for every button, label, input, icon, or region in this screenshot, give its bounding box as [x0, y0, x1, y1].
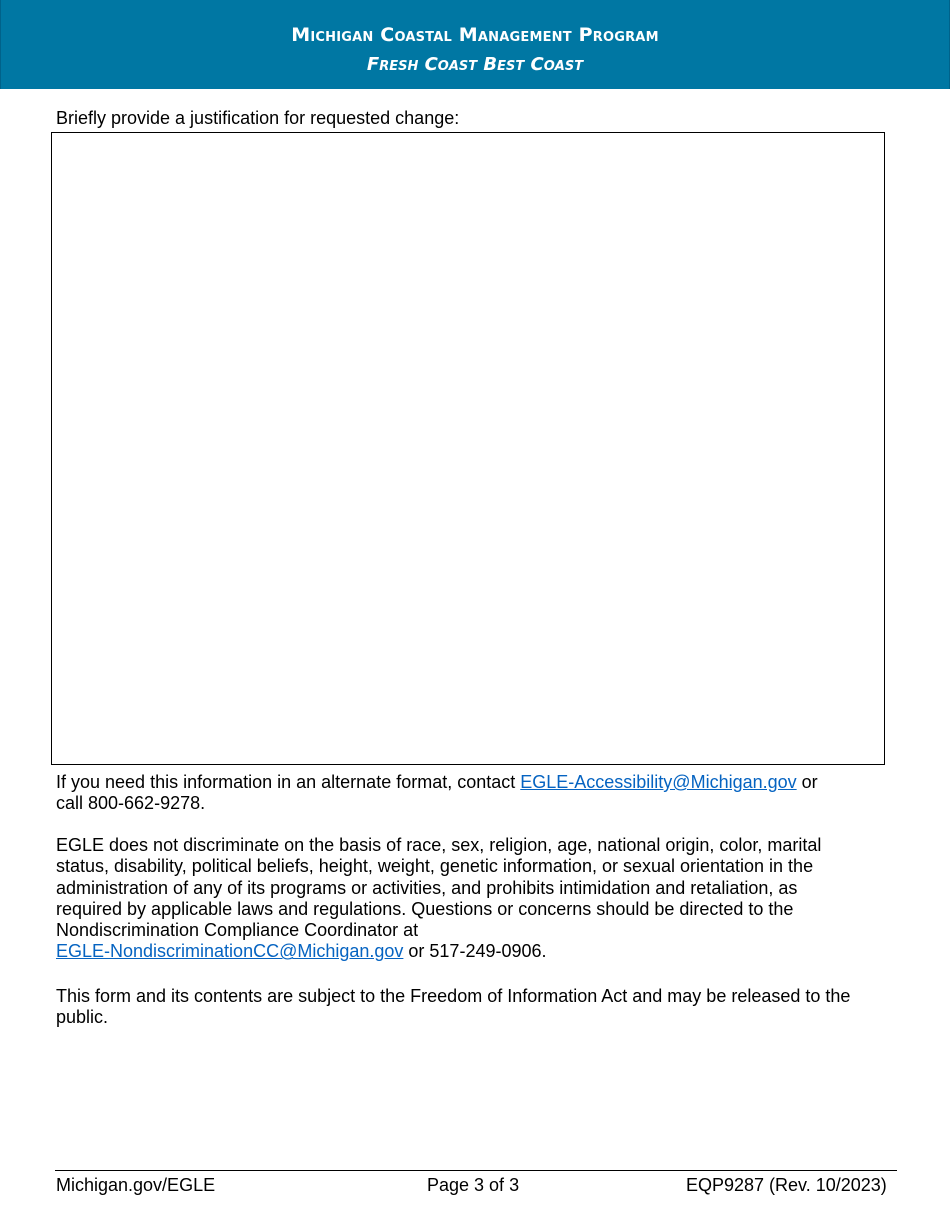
justification-input[interactable] — [51, 132, 885, 765]
footer-divider — [55, 1170, 897, 1171]
nondiscrimination-text: EGLE does not discriminate on the basis of race, sex, religion, age, national origin, color, marital status, disability, political beliefs, height, weight, genetic information, or sexual orientation in the administration of any of its programs or activities, and prohibits intimidation and retaliation, as required by applicable laws and regulations. Questions or concerns should be directed to the Nondiscrimination Compliance Coordinator at — [56, 835, 822, 941]
program-title: Michigan Coastal Management Program — [291, 24, 659, 46]
footer-form-id: EQP9287 (Rev. 10/2023) — [686, 1175, 887, 1195]
accessibility-text-middle: or — [796, 772, 818, 792]
footer-website: Michigan.gov/EGLE — [56, 1175, 216, 1195]
header-banner — [0, 0, 950, 89]
nondiscrimination-notice — [56, 835, 856, 963]
accessibility-email-link[interactable]: EGLE-Accessibility@Michigan.gov — [520, 772, 797, 792]
accessibility-notice — [56, 772, 856, 815]
justification-label: Briefly provide a justification for requested change: — [56, 108, 460, 128]
foia-notice: This form and its contents are subject to the Freedom of Information Act and may be released to the public. — [56, 986, 851, 1028]
nondiscrimination-phone: or 517-249-0906. — [403, 941, 547, 962]
program-slogan: Fresh Coast Best Coast — [366, 54, 584, 75]
accessibility-text: If you need this information in an alternate format, contact — [56, 772, 521, 792]
accessibility-phone: call 800-662-9278. — [56, 793, 206, 814]
footer-page-number: Page 3 of 3 — [427, 1175, 520, 1195]
nondiscrimination-email-link[interactable]: EGLE-NondiscriminationCC@Michigan.gov — [56, 941, 404, 962]
